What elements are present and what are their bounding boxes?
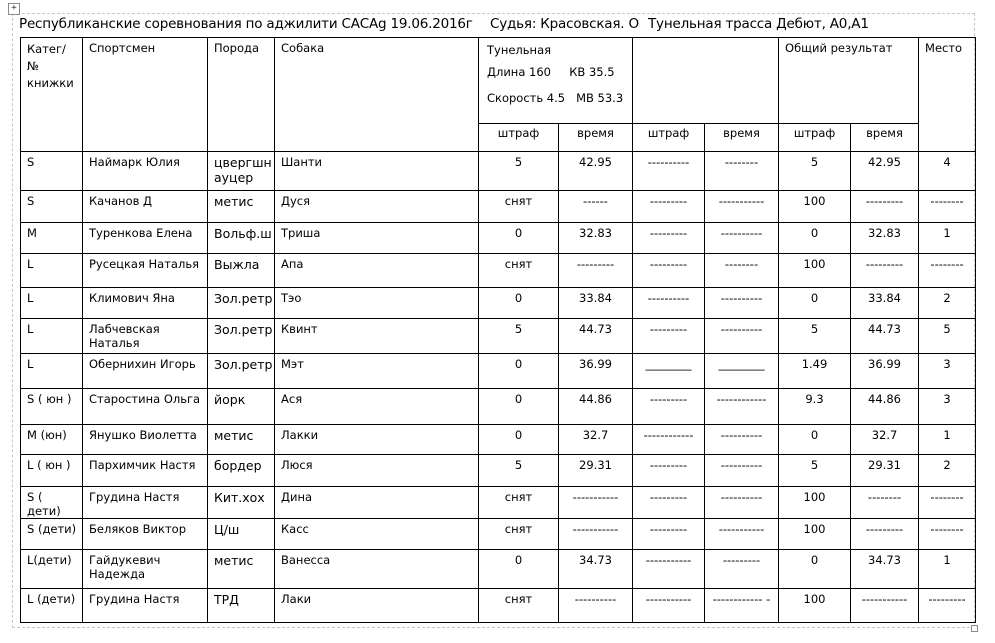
penalty-2-cell: ---------	[633, 191, 705, 223]
category-cell: S	[21, 152, 83, 191]
table-row	[21, 389, 976, 425]
tunnel-time-cell: 33.84	[559, 288, 633, 319]
table-row	[21, 354, 976, 389]
total-penalty-cell: 100	[779, 487, 851, 519]
results-table	[20, 37, 976, 623]
sportsman-cell: Русецкая Наталья	[83, 254, 208, 288]
tunnel-time-cell: 32.83	[559, 223, 633, 254]
tunnel-time-cell: -----------	[559, 519, 633, 550]
total-penalty-cell: 100	[779, 589, 851, 623]
penalty-2-cell: ----------	[633, 288, 705, 319]
breed-cell: Зол.ретр	[208, 354, 275, 389]
penalty-2-cell: ---------	[633, 223, 705, 254]
total-time-cell: 32.83	[851, 223, 919, 254]
sportsman-cell: Грудина Настя	[83, 589, 208, 623]
table-row	[21, 550, 976, 589]
tunnel-mv: МВ 53.3	[576, 91, 624, 105]
time-2-cell: --------	[705, 152, 779, 191]
col-header-empty	[633, 38, 779, 124]
place-cell: --------	[919, 487, 976, 519]
tunnel-time-cell: 44.73	[559, 319, 633, 354]
subheader-time-total: время	[851, 124, 919, 152]
tunnel-penalty-cell: 5	[479, 152, 559, 191]
sportsman-cell: Обернихин Игорь	[83, 354, 208, 389]
category-cell: S	[21, 191, 83, 223]
table-row	[21, 425, 976, 455]
total-penalty-cell: 5	[779, 319, 851, 354]
tunnel-penalty-cell: 0	[479, 288, 559, 319]
category-cell: L (дети)	[21, 589, 83, 623]
dog-cell: Дуся	[275, 191, 479, 223]
subheader-time-1: время	[559, 124, 633, 152]
place-cell: 2	[919, 455, 976, 487]
track-name: Тунельная трасса Дебют, А0,А1	[648, 16, 869, 32]
total-time-cell: --------	[851, 487, 919, 519]
breed-cell: Зол.ретр	[208, 319, 275, 354]
tunnel-time-cell: 36.99	[559, 354, 633, 389]
tunnel-penalty-cell: 0	[479, 550, 559, 589]
breed-cell: Кит.хох	[208, 487, 275, 519]
total-time-cell: 42.95	[851, 152, 919, 191]
total-penalty-cell: 100	[779, 254, 851, 288]
col-header-sportsman: Спортсмен	[83, 38, 208, 152]
tunnel-time-cell: 29.31	[559, 455, 633, 487]
sportsman-cell: Грудина Настя	[83, 487, 208, 519]
place-cell: ---------	[919, 589, 976, 623]
tunnel-penalty-cell: снят	[479, 487, 559, 519]
col-header-dog: Собака	[275, 38, 479, 152]
place-cell: --------	[919, 254, 976, 288]
dog-cell: Ася	[275, 389, 479, 425]
subheader-penalty-1: штраф	[479, 124, 559, 152]
tunnel-time-cell: 34.73	[559, 550, 633, 589]
penalty-2-cell: -----------	[633, 550, 705, 589]
sportsman-cell: Лабчевская Наталья	[83, 319, 208, 354]
penalty-2-cell: ---------	[633, 254, 705, 288]
place-cell: 2	[919, 288, 976, 319]
breed-cell: метис	[208, 550, 275, 589]
table-row	[21, 487, 976, 519]
breed-cell: йорк	[208, 389, 275, 425]
breed-cell: метис	[208, 191, 275, 223]
dog-cell: Триша	[275, 223, 479, 254]
dog-cell: Касс	[275, 519, 479, 550]
category-cell: S ( дети)	[21, 487, 83, 519]
penalty-2-cell: ---------	[633, 519, 705, 550]
time-2-cell: ----------	[705, 223, 779, 254]
tunnel-penalty-cell: 5	[479, 319, 559, 354]
breed-cell: ТРД	[208, 589, 275, 623]
breed-cell: Ц/ш	[208, 519, 275, 550]
breed-cell: бордер	[208, 455, 275, 487]
place-cell: 5	[919, 319, 976, 354]
sportsman-cell: Наймарк Юлия	[83, 152, 208, 191]
category-cell: S (дети)	[21, 519, 83, 550]
subheader-penalty-2: штраф	[633, 124, 705, 152]
time-2-cell: -----------	[705, 191, 779, 223]
dog-cell: Тэо	[275, 288, 479, 319]
tunnel-kv: КВ 35.5	[569, 65, 615, 79]
table-row	[21, 288, 976, 319]
table-move-handle-icon[interactable]: +	[8, 3, 20, 15]
time-2-cell: ----------	[705, 455, 779, 487]
sportsman-cell: Туренкова Елена	[83, 223, 208, 254]
total-time-cell: 44.86	[851, 389, 919, 425]
total-time-cell: 32.7	[851, 425, 919, 455]
sportsman-cell: Старостина Ольга	[83, 389, 208, 425]
tunnel-speed-line	[485, 85, 626, 111]
category-cell: L ( юн )	[21, 455, 83, 487]
time-2-cell: -----------	[705, 519, 779, 550]
category-cell: M (юн)	[21, 425, 83, 455]
breed-cell: метис	[208, 425, 275, 455]
dog-cell: Лакки	[275, 425, 479, 455]
table-row	[21, 223, 976, 254]
col-header-total: Общий результат	[779, 38, 919, 124]
total-penalty-cell: 1.49	[779, 354, 851, 389]
col-header-category: Катег/ № книжки	[21, 38, 83, 152]
tunnel-penalty-cell: снят	[479, 254, 559, 288]
total-time-cell: 29.31	[851, 455, 919, 487]
table-row	[21, 589, 976, 623]
total-penalty-cell: 0	[779, 223, 851, 254]
col-header-breed: Порода	[208, 38, 275, 152]
place-cell: --------	[919, 519, 976, 550]
penalty-2-cell: ________	[633, 354, 705, 389]
tunnel-time-cell: -----------	[559, 487, 633, 519]
total-time-cell: 33.84	[851, 288, 919, 319]
tunnel-time-cell: ------	[559, 191, 633, 223]
subheader-penalty-total: штраф	[779, 124, 851, 152]
dog-cell: Дина	[275, 487, 479, 519]
tunnel-time-cell: ---------	[559, 254, 633, 288]
total-penalty-cell: 9.3	[779, 389, 851, 425]
col-header-tunnel	[479, 38, 633, 124]
sportsman-cell: Пархимчик Настя	[83, 455, 208, 487]
tunnel-penalty-cell: 5	[479, 455, 559, 487]
competition-title: Республиканские соревнования по аджилити САСАg 19.06.2016г	[19, 16, 473, 32]
penalty-2-cell: ---------	[633, 319, 705, 354]
category-cell: L	[21, 354, 83, 389]
penalty-2-cell: ----------	[633, 152, 705, 191]
penalty-2-cell: ---------	[633, 487, 705, 519]
category-cell: L(дети)	[21, 550, 83, 589]
table-resize-handle[interactable]	[971, 625, 978, 632]
place-cell: 3	[919, 389, 976, 425]
time-2-cell: ------------ -	[705, 589, 779, 623]
time-2-cell: ------------	[705, 389, 779, 425]
total-time-cell: ---------	[851, 254, 919, 288]
time-2-cell: ----------	[705, 288, 779, 319]
tunnel-time-cell: ----------	[559, 589, 633, 623]
dog-cell: Апа	[275, 254, 479, 288]
tunnel-length-line	[485, 59, 626, 85]
tunnel-length: Длина 160	[487, 65, 551, 79]
total-time-cell: ---------	[851, 191, 919, 223]
tunnel-penalty-cell: 0	[479, 389, 559, 425]
sportsman-cell: Климович Яна	[83, 288, 208, 319]
total-time-cell: -----------	[851, 589, 919, 623]
time-2-cell: ---------	[705, 550, 779, 589]
breed-cell: Выжла	[208, 254, 275, 288]
total-penalty-cell: 5	[779, 455, 851, 487]
total-time-cell: ---------	[851, 519, 919, 550]
sportsman-cell: Янушко Виолетта	[83, 425, 208, 455]
tunnel-label: Тунельная	[487, 43, 552, 57]
dog-cell: Мэт	[275, 354, 479, 389]
penalty-2-cell: ------------	[633, 425, 705, 455]
tunnel-speed: Скорость 4.5	[487, 91, 566, 105]
total-penalty-cell: 0	[779, 425, 851, 455]
tunnel-time-cell: 42.95	[559, 152, 633, 191]
tunnel-penalty-cell: 0	[479, 354, 559, 389]
table-row	[21, 455, 976, 487]
category-cell: L	[21, 254, 83, 288]
dog-cell: Ванесса	[275, 550, 479, 589]
breed-cell: цвергшн ауцер	[208, 152, 275, 191]
dog-cell: Шанти	[275, 152, 479, 191]
penalty-2-cell: ---------	[633, 389, 705, 425]
total-time-cell: 44.73	[851, 319, 919, 354]
tunnel-penalty-cell: снят	[479, 589, 559, 623]
time-2-cell: ________	[705, 354, 779, 389]
penalty-2-cell: ---------	[633, 455, 705, 487]
total-time-cell: 36.99	[851, 354, 919, 389]
sportsman-cell: Качанов Д	[83, 191, 208, 223]
category-cell: M	[21, 223, 83, 254]
penalty-2-cell: -----------	[633, 589, 705, 623]
time-2-cell: --------	[705, 254, 779, 288]
tunnel-penalty-cell: 0	[479, 223, 559, 254]
subheader-time-2: время	[705, 124, 779, 152]
breed-cell: Зол.ретр	[208, 288, 275, 319]
place-cell: 3	[919, 354, 976, 389]
place-cell: 1	[919, 223, 976, 254]
place-cell: --------	[919, 191, 976, 223]
time-2-cell: ----------	[705, 319, 779, 354]
judge-name: Судья: Красовская. О	[490, 16, 639, 32]
tunnel-penalty-cell: 0	[479, 425, 559, 455]
dog-cell: Люся	[275, 455, 479, 487]
place-cell: 4	[919, 152, 976, 191]
table-row	[21, 254, 976, 288]
category-cell: L	[21, 288, 83, 319]
total-penalty-cell: 0	[779, 288, 851, 319]
time-2-cell: ----------	[705, 487, 779, 519]
tunnel-time-cell: 32.7	[559, 425, 633, 455]
place-cell: 1	[919, 425, 976, 455]
results-rows	[21, 152, 976, 623]
breed-cell: Вольф.ш	[208, 223, 275, 254]
total-penalty-cell: 0	[779, 550, 851, 589]
dog-cell: Квинт	[275, 319, 479, 354]
total-penalty-cell: 5	[779, 152, 851, 191]
tunnel-time-cell: 44.86	[559, 389, 633, 425]
category-cell: L	[21, 319, 83, 354]
total-penalty-cell: 100	[779, 191, 851, 223]
table-row	[21, 152, 976, 191]
place-cell: 1	[919, 550, 976, 589]
tunnel-penalty-cell: снят	[479, 519, 559, 550]
dog-cell: Лаки	[275, 589, 479, 623]
table-row	[21, 319, 976, 354]
total-penalty-cell: 100	[779, 519, 851, 550]
total-time-cell: 34.73	[851, 550, 919, 589]
col-header-place: Место	[919, 38, 976, 152]
sportsman-cell: Гайдукевич Надежда	[83, 550, 208, 589]
category-cell: S ( юн )	[21, 389, 83, 425]
sportsman-cell: Беляков Виктор	[83, 519, 208, 550]
table-row	[21, 519, 976, 550]
table-row	[21, 191, 976, 223]
time-2-cell: ----------	[705, 425, 779, 455]
tunnel-penalty-cell: снят	[479, 191, 559, 223]
